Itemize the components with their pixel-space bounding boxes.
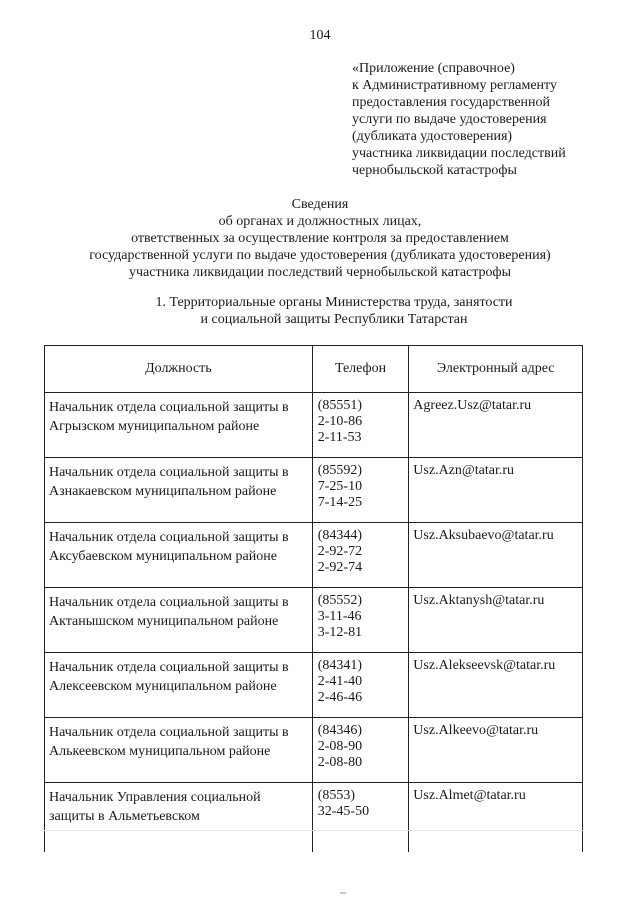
phone-line: 3-12-81: [317, 625, 363, 640]
position-line: Начальник отдела социальной защиты в: [49, 660, 289, 675]
position-line: Актанышском муниципальном районе: [49, 614, 279, 629]
phone-line: 32-45-50: [317, 804, 370, 819]
phone-cell: [312, 653, 409, 718]
phone-line: 2-10-86: [317, 414, 363, 429]
appendix-line: к Административному регламенту: [352, 78, 557, 93]
email-cell: Usz.Alkeevo@tatar.ru: [409, 718, 583, 783]
phone-line: 2-46-46: [317, 690, 363, 705]
phone-cell: [312, 718, 409, 783]
phone-line: 2-92-72: [317, 544, 363, 559]
table-row: [45, 458, 583, 523]
column-header-position: Должность: [45, 346, 313, 393]
column-header-phone: Телефон: [312, 346, 409, 393]
position-line: Начальник Управления социальной: [49, 790, 261, 805]
table-row: [45, 783, 583, 853]
phone-cell: [312, 588, 409, 653]
email-cell: Usz.Aktanysh@tatar.ru: [409, 588, 583, 653]
section-heading-line: и социальной защиты Республики Татарстан: [200, 312, 468, 327]
phone-line: (8553): [317, 788, 356, 803]
phone-line: 2-08-90: [317, 739, 363, 754]
document-title: [0, 196, 640, 281]
section-heading-line: 1. Территориальные органы Министерства труда, занятости: [155, 295, 513, 310]
email-cell: Usz.Azn@tatar.ru: [409, 458, 583, 523]
column-header-email: Электронный адрес: [409, 346, 583, 393]
email-cell: Agreez.Usz@tatar.ru: [409, 393, 583, 458]
phone-line: 2-41-40: [317, 674, 363, 689]
title-line: Сведения: [291, 197, 349, 212]
email-cell: Usz.Alekseevsk@tatar.ru: [409, 653, 583, 718]
position-cell: [45, 588, 313, 653]
position-line: Алькеевском муниципальном районе: [49, 744, 271, 759]
position-line: защиты в Альметьевском: [49, 809, 200, 824]
title-line: государственной услуги по выдаче удостоверения (дубликата удостоверения): [89, 248, 551, 263]
phone-line: 2-08-80: [317, 755, 363, 770]
section-heading: [0, 294, 640, 328]
table-row: [45, 653, 583, 718]
table-row: [45, 718, 583, 783]
phone-cell: [312, 523, 409, 588]
scan-artifact: [340, 892, 346, 894]
position-line: Начальник отдела социальной защиты в: [49, 465, 289, 480]
position-line: Начальник отдела социальной защиты в: [49, 595, 289, 610]
phone-line: 2-92-74: [317, 560, 363, 575]
phone-line: (84341): [317, 658, 363, 673]
table-row: [45, 588, 583, 653]
appendix-line: услуги по выдаче удостоверения: [352, 112, 547, 127]
table-header-row: [45, 346, 583, 393]
phone-line: (85592): [317, 463, 363, 478]
appendix-line: участника ликвидации последствий: [352, 146, 566, 161]
phone-line: 2-11-53: [317, 430, 362, 445]
position-line: Алексеевском муниципальном районе: [49, 679, 277, 694]
phone-line: 7-14-25: [317, 495, 363, 510]
position-cell: [45, 783, 313, 853]
appendix-line: предоставления государственной: [352, 95, 551, 110]
position-line: Начальник отдела социальной защиты в: [49, 530, 289, 545]
page-number: 104: [309, 28, 331, 43]
position-cell: [45, 718, 313, 783]
phone-cell: [312, 393, 409, 458]
appendix-line: (дубликата удостоверения): [352, 129, 513, 144]
phone-line: (85551): [317, 398, 363, 413]
position-line: Азнакаевском муниципальном районе: [49, 484, 277, 499]
phone-line: 7-25-10: [317, 479, 363, 494]
title-line: об органах и должностных лицах,: [218, 214, 422, 229]
phone-line: (84344): [317, 528, 363, 543]
title-line: ответственных за осуществление контроля за предоставлением: [131, 231, 509, 246]
email-cell: Usz.Aksubaevo@tatar.ru: [409, 523, 583, 588]
position-line: Начальник отдела социальной защиты в: [49, 400, 289, 415]
position-cell: [45, 458, 313, 523]
position-cell: [45, 653, 313, 718]
position-line: Начальник отдела социальной защиты в: [49, 725, 289, 740]
position-line: Аксубаевском муниципальном районе: [49, 549, 277, 564]
contacts-table: [44, 345, 583, 852]
phone-cell: [312, 458, 409, 523]
phone-line: (84346): [317, 723, 363, 738]
email-cell: Usz.Almet@tatar.ru: [409, 783, 583, 853]
position-cell: [45, 523, 313, 588]
title-line: участника ликвидации последствий чернобыльской катастрофы: [128, 265, 512, 280]
appendix-line: «Приложение (справочное): [352, 61, 515, 76]
position-cell: [45, 393, 313, 458]
page-bottom-edge: [44, 830, 584, 831]
phone-cell: [312, 783, 409, 853]
phone-line: 3-11-46: [317, 609, 362, 624]
appendix-line: чернобыльской катастрофы: [352, 163, 517, 178]
table-row: [45, 393, 583, 458]
position-line: Агрызском муниципальном районе: [49, 419, 260, 434]
table-row: [45, 523, 583, 588]
appendix-note: [352, 60, 622, 179]
phone-line: (85552): [317, 593, 363, 608]
